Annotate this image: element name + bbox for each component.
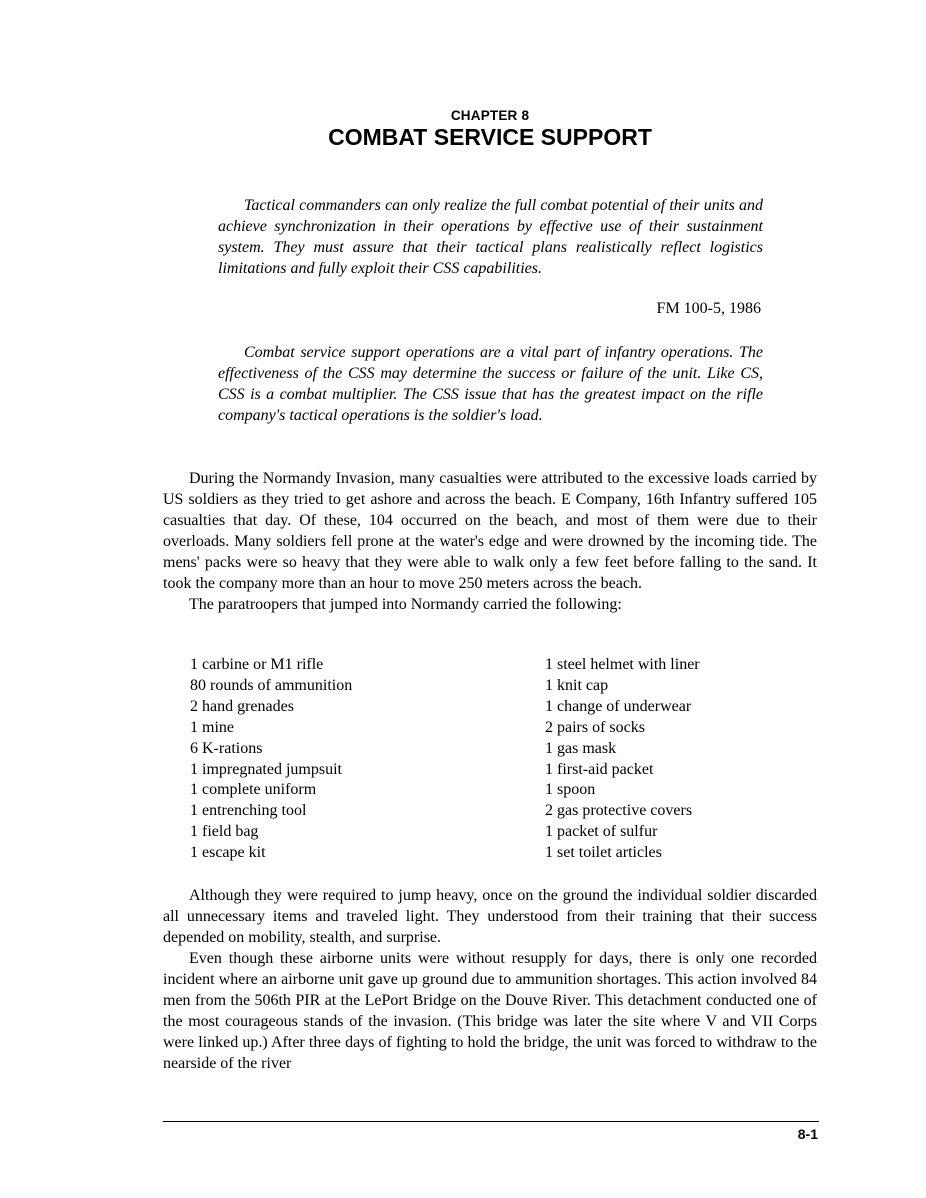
list-item: 2 hand grenades <box>190 697 294 715</box>
list-item: 1 mine <box>190 718 234 736</box>
list-item: 1 gas mask <box>545 739 617 757</box>
body-section-2 <box>163 885 817 1074</box>
intro-paragraph: Combat service support operations are a vital part of infantry operations. The effectiveness of the CSS may determine the success or failure of the unit. Like CS, CSS is a combat multiplier. The CSS issue that has the greatest impact on the rifle company's tactical operations is the soldier's load. <box>218 344 763 424</box>
list-item: 1 knit cap <box>545 676 609 694</box>
epigraph-source: FM 100-5, 1986 <box>656 300 761 317</box>
list-item: 1 packet of sulfur <box>545 823 658 841</box>
list-item: 1 entrenching tool <box>190 802 307 820</box>
chapter-title: COMBAT SERVICE SUPPORT <box>328 124 652 150</box>
list-item: 2 pairs of socks <box>545 718 645 736</box>
list-item: 1 impregnated jumpsuit <box>190 760 342 778</box>
list-item: 6 K-rations <box>190 739 263 757</box>
footer-divider <box>163 1121 819 1122</box>
list-item: 1 escape kit <box>190 844 266 862</box>
list-item: 1 first-aid packet <box>545 760 654 778</box>
resupply-paragraph: Even though these airborne units were without resupply for days, there is only one recorded incident where an airborne unit gave up ground due to ammunition shortages. This action involved 84 men from the 506th PIR at the LePort Bridge on the Douve River. This detachment conducted one of the most courageous stands of the invasion. (This bridge was later the site where V and VII Corps were linked up.) After three days of fighting to hold the bridge, the unit was forced to withdraw to the nearside of the river <box>163 950 817 1072</box>
list-item: 1 complete uniform <box>190 781 317 799</box>
equipment-list-right <box>545 655 700 864</box>
list-item: 80 rounds of ammunition <box>190 676 353 694</box>
equipment-list-left <box>190 655 352 864</box>
list-item: 1 field bag <box>190 823 259 841</box>
list-item: 1 change of underwear <box>545 697 692 715</box>
body-section-1 <box>163 468 817 615</box>
list-item: 1 carbine or M1 rifle <box>190 656 324 673</box>
epigraph-quote: Tactical commanders can only realize the full combat potential of their units and achieve synchronization in their operations by effective use of their sustainment system. They must assure that their tactical plans realistically reflect logistics limitations and fully exploit their CSS capabilities. <box>218 197 763 277</box>
chapter-label: CHAPTER 8 <box>450 108 530 123</box>
paratrooper-intro-paragraph: The paratroopers that jumped into Normandy carried the following: <box>189 596 622 613</box>
list-item: 1 set toilet articles <box>545 844 662 862</box>
list-item: 1 steel helmet with liner <box>545 656 700 673</box>
travel-light-paragraph: Although they were required to jump heavy, once on the ground the individual soldier discarded all unnecessary items and traveled light. They understood from their training that their success depended on mobility, stealth, and surprise. <box>163 887 817 946</box>
list-item: 1 spoon <box>545 781 596 799</box>
list-item: 2 gas protective covers <box>545 802 693 820</box>
normandy-paragraph: During the Normandy Invasion, many casualties were attributed to the excessive loads carried by US soldiers as they tried to get ashore and across the beach. E Company, 16th Infantry suffered 105 casualties that day. Of these, 104 occurred on the beach, and most of them were due to their overloads. Many soldiers fell prone at the water's edge and were drowned by the incoming tide. The mens' packs were so heavy that they were able to walk only a few feet before falling to the sand. It took the company more than an hour to move 250 meters across the beach. <box>163 470 817 592</box>
page-number: 8-1 <box>797 1126 818 1142</box>
